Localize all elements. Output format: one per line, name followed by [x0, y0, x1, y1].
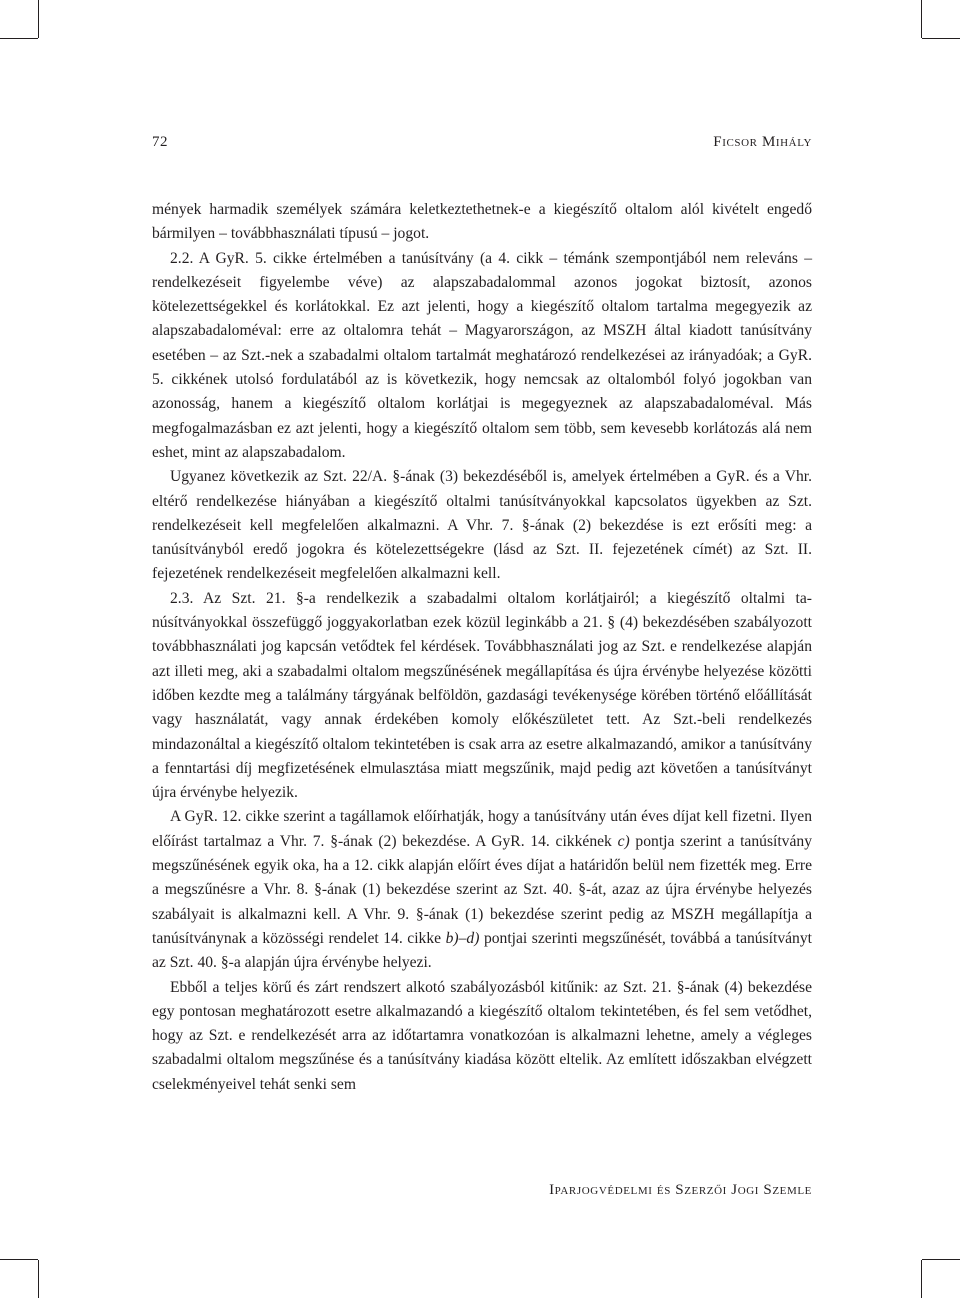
- crop-mark-bottom-left-h: [0, 1259, 38, 1260]
- paragraph: Ebből a teljes körű és zárt rendszert alkotó szabályozásból kitűnik: az Szt. 21. §-ának (4) bekezdése egy pontosan meghatározott esetre alkalmazandó a kiegészítő oltalom tekintetében, és fel sem vetődhet, hogy az Szt. e rendelkezését arra az időtartamra vonatkozóan is alkalmazni lehetne, amely a végleges szabadalmi oltalom megszűnése és a tanúsítvány kiadása között eltelik. Az említett időszakban elvégzett cselekményeivel tehát senki sem: [152, 978, 812, 1093]
- crop-mark-top-left: [38, 0, 39, 38]
- author-name: Ficsor Mihály: [713, 134, 812, 150]
- crop-mark-bottom-right-h: [922, 1259, 960, 1260]
- running-head: [152, 130, 812, 154]
- paragraph: Ugyanez következik az Szt. 22/A. §-ának (3) bekezdéséből is, amelyek értelmében a GyR. és a Vhr. eltérő rendelkezése hiányában a kiegészítő oltalmi tanúsítványokkal kapcsolatos ügyekben az Szt. rendelkezéseit kell megfelelően alkalmazni. A Vhr. 7. §-ának (2) bekezdése is ezt erősíti meg: a tanúsítványból eredő jogokra és kötelezettségekre (lásd az Szt. II. fejezetének címét) az Szt. II. fejezetének rendelkezéseit megfelelően alkalmazni kell.: [152, 468, 812, 583]
- journal-title: Iparjogvédelmi és Szerzői Jogi Szemle: [549, 1182, 812, 1198]
- paragraph: 2.2. A GyR. 5. cikke értelmében a tanúsítvány (a 4. cikk – témánk szempontjából nem releváns – rendelkezéseit figyelembe véve) az alapszabadalommal azonos jogokat biztosít, azonos kötelezettségekkel és korlátokkal. Ez azt jelenti, hogy a kiegészítő oltalom tartalma megegyezik az alapszabadaloméval: erre az oltalomra tehát – Magyarországon, az MSZH által kiadott tanúsítvány esetében – az Szt.-nek a szabadalmi oltalom tartalmát meghatározó rendelkezései az irányadóak; a GyR. 5. cikkének utolsó fordulatából az is következik, hogy nemcsak az oltalomból folyó jogokban van azonosság, hanem a kiegészítő oltalom korlátjai is megegyeznek az alapszabadaloméval. Más megfogalmazásban ez azt jelenti, hogy a kiegészítő oltalom sem több, sem kevesebb korlátozás alá nem eshet, mint az alapszabadalom.: [152, 249, 812, 461]
- paragraph: A GyR. 12. cikke szerint a tagállamok előírhatják, hogy a tanúsítvány után éves díjat kell fizetni. Ilyen előírást tartalmaz a Vhr. 7. §-ának (2) bekezdése. A GyR. 14. cikkének c) pontja szerint a tanúsítvány megszűnésének egyik oka, ha a 12. cikk alapján előírt éves díjat a határidőn belül nem fizették meg. Erre a megszűnésre a Vhr. 8. §-ának (1) bekezdése szerint az Szt. 40. §-át, azaz az újra érvénybe helyezés szabályait is alkalmazni kell. A Vhr. 9. §-ának (1) bekezdése szerint pedig az MSZH megállapítja a tanúsítványnak a közösségi rendelet 14. cikke b)–d) pontjai szerinti megszűnését, továbbá a tanúsítványt az Szt. 40. §-a alapján újra érvénybe helyezi.: [152, 808, 812, 972]
- article-body: [152, 198, 812, 1097]
- crop-mark-bottom-left: [38, 1260, 39, 1298]
- crop-mark-top-right: [921, 0, 922, 38]
- crop-mark-top-left-h: [0, 38, 38, 39]
- page-number: 72: [152, 134, 168, 150]
- paragraph: mények harmadik személyek számára keletkeztethetnek-e a kiegészítő oltalom alól kivételt engedő bármilyen – továbbhasználati típusú – jogot.: [152, 201, 812, 243]
- crop-mark-bottom-right: [921, 1260, 922, 1298]
- crop-mark-top-right-h: [922, 38, 960, 39]
- paragraph: 2.3. Az Szt. 21. §-a rendelkezik a szabadalmi oltalom korlátjairól; a kiegészítő oltalmi tanúsítványokkal összefüggő joggyakorlatban ezek közül leginkább a 21. § (4) bekezdésében szabályozott továbbhasználati jog kapcsán vetődtek fel kérdések. Továbbhasználati jog az Szt. e rendelkezése alapján azt illeti meg, aki a szabadalmi oltalom megszűnésének megállapítása és újra érvénybe helyezése közötti időben kezdte meg a találmány tárgyának belföldön, gazdasági tevékenysége körében történő előállítását vagy használatát, vagy annak érdekében komoly előkészületet tett. Az Szt.-beli rendelkezés mindazonáltal a kiegészítő oltalom tekintetében is csak arra az esetre alkalmazandó, amikor a tanúsítvány a fenntartási díj megfizetésének elmulasztása miatt megszűnik, majd pedig azt követően a tanúsítványt újra érvénybe helyezik.: [152, 589, 812, 802]
